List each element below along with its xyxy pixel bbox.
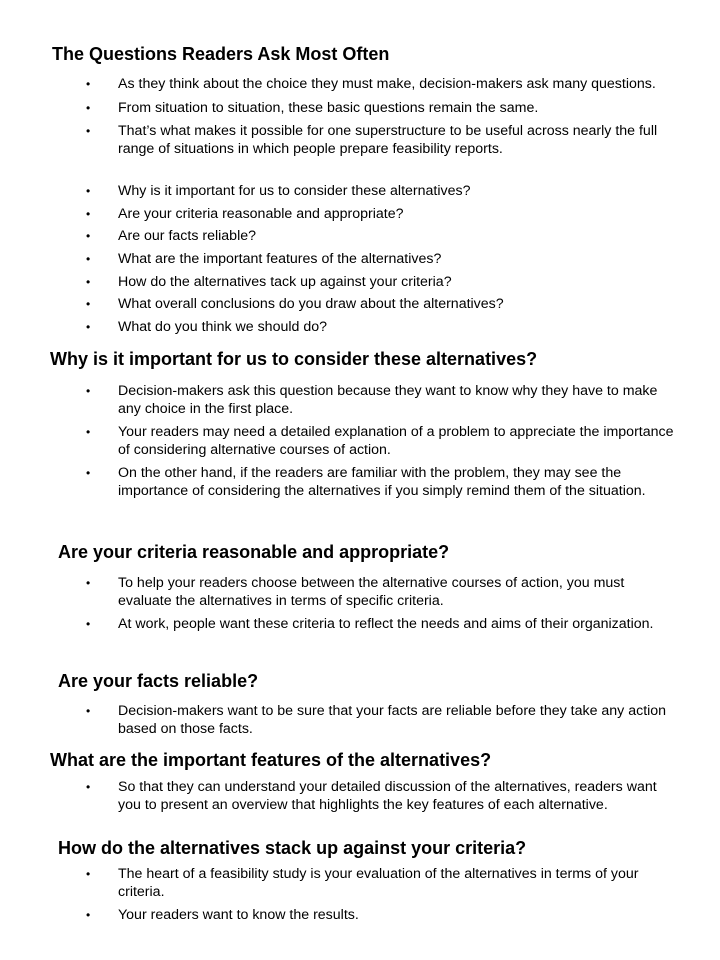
why-important-bullet-list	[86, 383, 680, 506]
list-item: • As they think about the choice they must make, decision-makers ask many questions.	[86, 76, 680, 94]
list-item: • So that they can understand your detailed discussion of the alternatives, readers want you to present an overview that highlights the key features of each alternative.	[86, 779, 680, 814]
list-item: • To help your readers choose between the alternative courses of action, you must evaluate the alternatives in terms of specific criteria.	[86, 575, 680, 610]
section-heading-criteria: Are your criteria reasonable and appropriate?	[58, 542, 450, 562]
section-heading-features: What are the important features of the alternatives?	[50, 750, 492, 770]
question-list	[86, 183, 680, 342]
criteria-bullet-list	[86, 575, 680, 640]
list-item: • Decision-makers ask this question because they want to know why they have to make any choice in the first place.	[86, 383, 680, 418]
list-item: • Decision-makers want to be sure that your facts are reliable before they take any action based on those facts.	[86, 703, 680, 738]
list-item: • On the other hand, if the readers are familiar with the problem, they may see the importance of considering the alternatives if you simply remind them of the situation.	[86, 465, 680, 500]
section-heading-facts: Are your facts reliable?	[58, 671, 259, 691]
list-item: • Your readers want to know the results.	[86, 907, 680, 925]
list-item: • Are your criteria reasonable and appropriate?	[86, 206, 680, 224]
list-item: • What are the important features of the alternatives?	[86, 251, 680, 269]
list-item: • Why is it important for us to consider these alternatives?	[86, 183, 680, 201]
stack-up-bullet-list	[86, 866, 680, 931]
list-item: • At work, people want these criteria to reflect the needs and aims of their organization.	[86, 616, 680, 634]
list-item: • Your readers may need a detailed explanation of a problem to appreciate the importance of considering alternative courses of action.	[86, 424, 680, 459]
list-item: • That’s what makes it possible for one superstructure to be useful across nearly the full range of situations in which people prepare feasibility reports.	[86, 123, 680, 158]
list-item: • What do you think we should do?	[86, 319, 680, 337]
list-item: • The heart of a feasibility study is your evaluation of the alternatives in terms of your criteria.	[86, 866, 680, 901]
facts-bullet-list	[86, 703, 680, 744]
list-item: • Are our facts reliable?	[86, 228, 680, 246]
intro-bullet-list	[86, 76, 680, 164]
section-heading-why-important: Why is it important for us to consider these alternatives?	[50, 349, 538, 369]
page-title: The Questions Readers Ask Most Often	[52, 44, 390, 64]
list-item: • What overall conclusions do you draw about the alternatives?	[86, 296, 680, 314]
section-heading-stack-up: How do the alternatives stack up against your criteria?	[58, 838, 527, 858]
features-bullet-list	[86, 779, 680, 820]
list-item: • How do the alternatives tack up against your criteria?	[86, 274, 680, 292]
list-item: • From situation to situation, these basic questions remain the same.	[86, 100, 680, 118]
